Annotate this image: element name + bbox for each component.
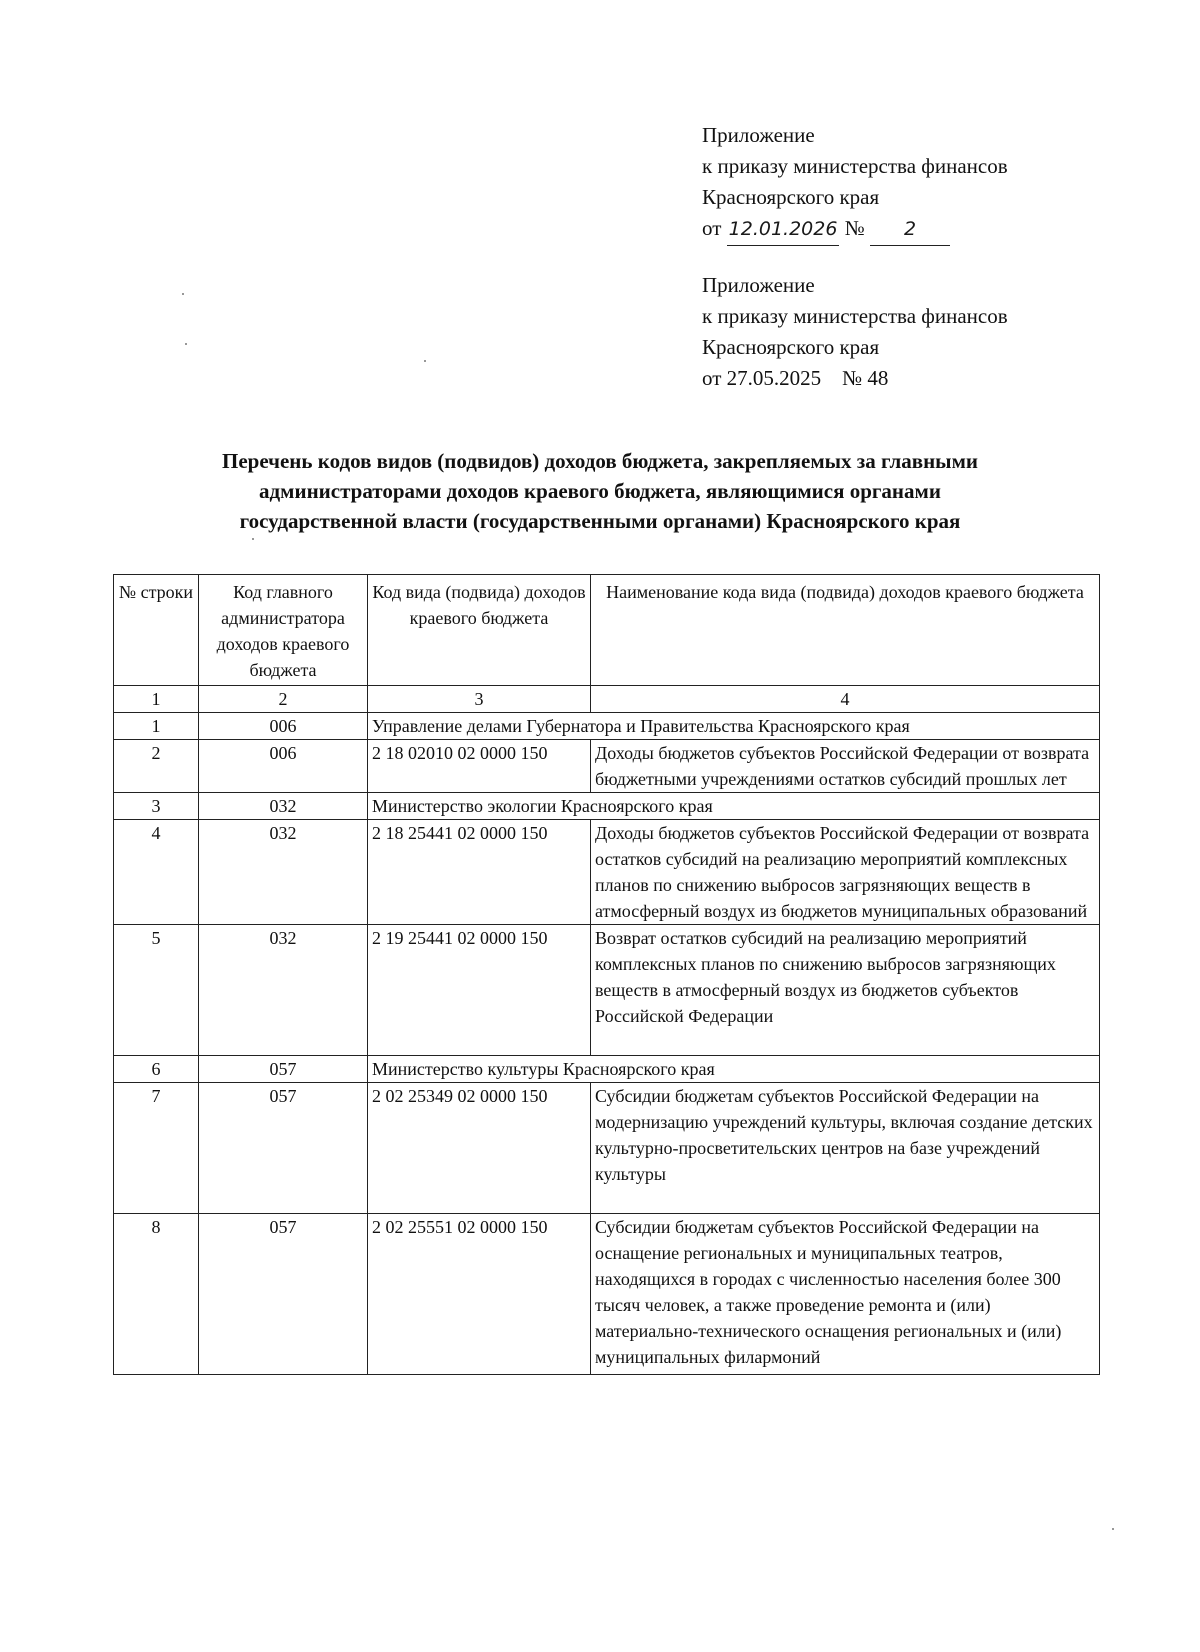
cell-row-number: 8 [114, 1214, 199, 1375]
column-number-row [114, 686, 1100, 713]
column-number: 2 [199, 686, 368, 713]
cell-admin-code: 032 [199, 820, 368, 925]
cell-revenue-code: 2 02 25349 02 0000 150 [368, 1083, 591, 1214]
title-line: администраторами доходов краевого бюджета, являющимися органами [259, 479, 941, 503]
scan-speck [1112, 1528, 1114, 1530]
appendix-label: Приложение [702, 273, 815, 297]
cell-code-name: Доходы бюджетов субъектов Российской Федерации от возврата остатков субсидий на реализацию мероприятий комплексных планов по снижению выбросов загрязняющих веществ в атмосферный воздух из бюджетов муниципальных образований [591, 820, 1100, 925]
table-row [114, 793, 1100, 820]
title-line: Перечень кодов видов (подвидов) доходов бюджета, закрепляемых за главными [222, 449, 978, 473]
cell-admin-code: 006 [199, 740, 368, 793]
cell-row-number: 4 [114, 820, 199, 925]
header-row-number: № строки [114, 575, 199, 686]
cell-admin-code: 057 [199, 1083, 368, 1214]
cell-admin-code: 006 [199, 713, 368, 740]
date-prefix: от [702, 216, 722, 240]
cell-admin-code: 057 [199, 1214, 368, 1375]
cell-admin-code: 032 [199, 793, 368, 820]
cell-admin-code: 057 [199, 1056, 368, 1083]
appendix-region-line: Красноярского края [702, 185, 880, 209]
appendix-region-line: Красноярского края [702, 335, 880, 359]
cell-row-number: 7 [114, 1083, 199, 1214]
appendix-date-line [702, 213, 1008, 246]
scan-speck [185, 343, 187, 345]
cell-section-name: Министерство экологии Красноярского края [368, 793, 1100, 820]
column-number: 3 [368, 686, 591, 713]
cell-row-number: 2 [114, 740, 199, 793]
header-revenue-code: Код вида (подвида) доходов краевого бюджета [368, 575, 591, 686]
cell-section-name: Министерство культуры Красноярского края [368, 1056, 1100, 1083]
number-prefix: № [844, 216, 865, 240]
cell-revenue-code: 2 02 25551 02 0000 150 [368, 1214, 591, 1375]
column-number: 1 [114, 686, 199, 713]
revenue-codes-table [113, 574, 1100, 1375]
table-row [114, 1214, 1100, 1375]
appendix-date-line: от 27.05.2025 № 48 [702, 366, 889, 390]
cell-revenue-code: 2 18 25441 02 0000 150 [368, 820, 591, 925]
cell-row-number: 6 [114, 1056, 199, 1083]
cell-code-name: Возврат остатков субсидий на реализацию мероприятий комплексных планов по снижению выбросов загрязняющих веществ в атмосферный воздух из бюджетов субъектов Российской Федерации [591, 925, 1100, 1056]
cell-admin-code: 032 [199, 925, 368, 1056]
cell-code-name: Субсидии бюджетам субъектов Российской Федерации на оснащение региональных и муниципальных театров, находящихся в городах с численностью населения более 300 тысяч человек, а также проведение ремонта и (или) материально-технического оснащения региональных и (или) муниципальных филармоний [591, 1214, 1100, 1375]
cell-row-number: 3 [114, 793, 199, 820]
document-title [120, 446, 1080, 536]
column-number: 4 [591, 686, 1100, 713]
cell-section-name: Управление делами Губернатора и Правительства Красноярского края [368, 713, 1100, 740]
appendix-header-previous [702, 270, 1008, 394]
header-admin-code: Код главного администратора доходов краевого бюджета [199, 575, 368, 686]
table-row [114, 1083, 1100, 1214]
table-row [114, 925, 1100, 1056]
handwritten-number: 2 [870, 214, 950, 246]
scan-speck [252, 538, 254, 540]
table-row [114, 740, 1100, 793]
cell-row-number: 1 [114, 713, 199, 740]
appendix-order-line: к приказу министерства финансов [702, 304, 1008, 328]
appendix-header-current [702, 120, 1008, 246]
cell-code-name: Доходы бюджетов субъектов Российской Федерации от возврата бюджетными учреждениями остатков субсидий прошлых лет [591, 740, 1100, 793]
scan-speck [182, 293, 184, 295]
cell-code-name: Субсидии бюджетам субъектов Российской Федерации на модернизацию учреждений культуры, включая создание детских культурно-просветительских центров на базе учреждений культуры [591, 1083, 1100, 1214]
cell-row-number: 5 [114, 925, 199, 1056]
appendix-order-line: к приказу министерства финансов [702, 154, 1008, 178]
table-row [114, 1056, 1100, 1083]
scan-speck [424, 360, 426, 362]
cell-revenue-code: 2 19 25441 02 0000 150 [368, 925, 591, 1056]
table-row [114, 713, 1100, 740]
table-row [114, 820, 1100, 925]
cell-revenue-code: 2 18 02010 02 0000 150 [368, 740, 591, 793]
header-code-name: Наименование кода вида (подвида) доходов краевого бюджета [591, 575, 1100, 686]
table-header-row [114, 575, 1100, 686]
handwritten-date: 12.01.2026 [727, 214, 840, 246]
appendix-label: Приложение [702, 123, 815, 147]
title-line: государственной власти (государственными органами) Красноярского края [239, 509, 961, 533]
